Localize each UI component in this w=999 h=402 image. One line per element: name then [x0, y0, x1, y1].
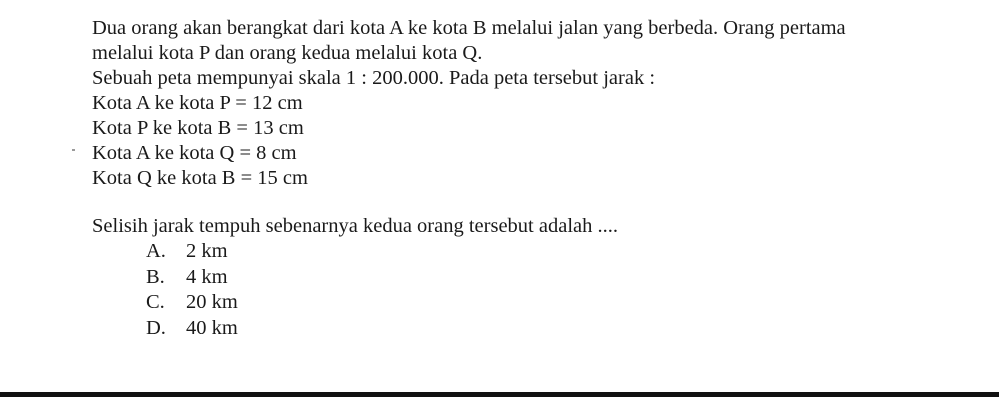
paragraph-gap — [92, 191, 987, 214]
question-line-2: melalui kota P dan orang kedua melalui kota Q. — [92, 42, 483, 64]
option-letter: D. — [146, 316, 166, 339]
distance-a-to-p: Kota A ke kota P = 12 cm — [92, 92, 303, 114]
option-letter: A. — [146, 240, 166, 262]
bottom-rule — [0, 392, 999, 397]
answer-options — [92, 239, 987, 341]
option-text: 2 km — [186, 240, 228, 262]
scan-speck — [72, 149, 75, 151]
option-b[interactable] — [92, 265, 987, 291]
distance-q-to-b: Kota Q ke kota B = 15 cm — [92, 167, 308, 189]
distance-a-to-q: Kota A ke kota Q = 8 cm — [92, 142, 297, 164]
option-letter: B. — [146, 265, 165, 288]
question-line-3: Sebuah peta mempunyai skala 1 : 200.000. Pada peta tersebut jarak : — [92, 67, 656, 89]
option-text: 40 km — [186, 316, 238, 339]
option-text: 20 km — [186, 291, 238, 313]
question-prompt: Selisih jarak tempuh sebenarnya kedua orang tersebut adalah .... — [92, 215, 618, 237]
question-line-1: Dua orang akan berangkat dari kota A ke kota B melalui jalan yang berbeda. Orang pertama — [92, 17, 846, 39]
option-d[interactable] — [92, 316, 987, 342]
question-block — [92, 16, 987, 341]
option-c[interactable] — [92, 290, 987, 316]
option-letter: C. — [146, 291, 165, 313]
option-text: 4 km — [186, 265, 228, 288]
distance-p-to-b: Kota P ke kota B = 13 cm — [92, 117, 304, 139]
option-a[interactable] — [92, 239, 987, 265]
